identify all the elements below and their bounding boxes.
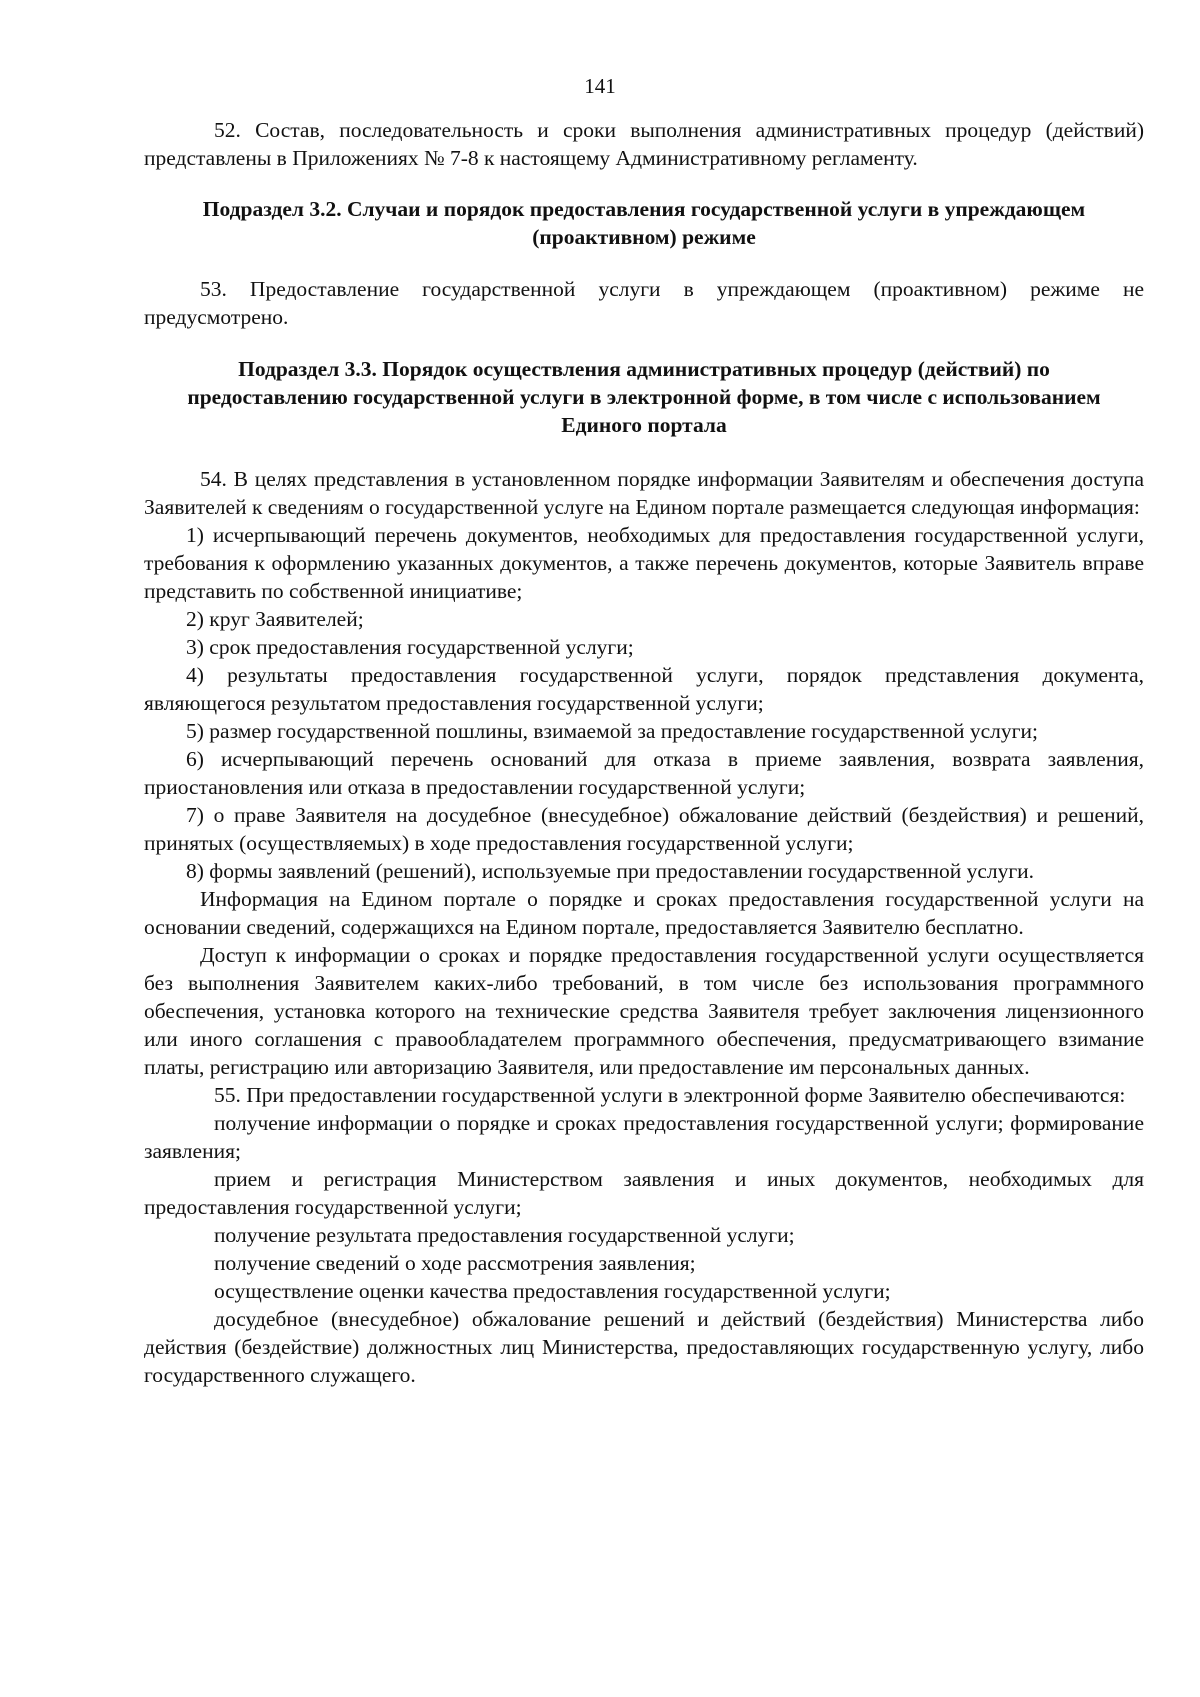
list-item-3: 3) срок предоставления государственной услуги; bbox=[186, 635, 634, 659]
service-item-2: прием и регистрация Министерством заявления и иных документов, необходимых для предоставления государственной услуги; bbox=[144, 1167, 1144, 1219]
service-item-6: досудебное (внесудебное) обжалование решений и действий (бездействия) Министерства либо действия (бездействие) должностных лиц Министерства, предоставляющих государственную услугу, либо государственного служащего. bbox=[144, 1307, 1144, 1387]
list-item-4: 4) результаты предоставления государственной услуги, порядок представления документа, являющегося результатом предоставления государственной услуги; bbox=[144, 663, 1144, 715]
paragraph-access: Доступ к информации о сроках и порядке предоставления государственной услуги осуществляется без выполнения Заявителем каких-либо требований, в том числе без использования программного обеспечения, установка которого на технические средства Заявителя требует заключения лицензионного или иного соглашения с правообладателем программного обеспечения, предусматривающего взимание платы, регистрацию или авторизацию Заявителя, или предоставление им персональных данных. bbox=[144, 943, 1144, 1079]
page-number: 141 bbox=[584, 74, 616, 98]
service-item-4: получение сведений о ходе рассмотрения заявления; bbox=[214, 1251, 696, 1275]
paragraph-54: 54. В целях представления в установленном порядке информации Заявителям и обеспечения доступа Заявителей к сведениям о государственной услуге на Едином портале размещается следующая информация: bbox=[144, 467, 1144, 519]
paragraph-52: 52. Состав, последовательность и сроки выполнения административных процедур (действий) представлены в Приложениях № 7-8 к настоящему Административному регламенту. bbox=[144, 118, 1144, 170]
paragraph-55: 55. При предоставлении государственной услуги в электронной форме Заявителю обеспечиваются: bbox=[214, 1083, 1126, 1107]
list-item-8: 8) формы заявлений (решений), используемые при предоставлении государственной услуги. bbox=[186, 859, 1035, 883]
document-body bbox=[144, 116, 1144, 1389]
list-item-7: 7) о праве Заявителя на досудебное (внесудебное) обжалование действий (бездействия) и решений, принятых (осуществляемых) в ходе предоставления государственной услуги; bbox=[144, 803, 1144, 855]
list-item-6: 6) исчерпывающий перечень оснований для отказа в приеме заявления, возврата заявления, приостановления или отказа в предоставлении государственной услуги; bbox=[144, 747, 1144, 799]
service-item-3: получение результата предоставления государственной услуги; bbox=[214, 1223, 795, 1247]
subsection-heading-3-2: Подраздел 3.2. Случаи и порядок предоставления государственной услуги в упреждающем (проактивном) режиме bbox=[202, 197, 1086, 249]
list-item-1: 1) исчерпывающий перечень документов, необходимых для предоставления государственной услуги, требования к оформлению указанных документов, а также перечень документов, которые Заявитель вправе представить по собственной инициативе; bbox=[144, 523, 1144, 603]
service-item-1: получение информации о порядке и сроках предоставления государственной услуги; формирование заявления; bbox=[144, 1111, 1144, 1163]
paragraph-info: Информация на Едином портале о порядке и сроках предоставления государственной услуги на основании сведений, содержащихся на Едином портале, предоставляется Заявителю бесплатно. bbox=[144, 887, 1144, 939]
subsection-heading-3-3: Подраздел 3.3. Порядок осуществления административных процедур (действий) по предоставлению государственной услуги в электронной форме, в том числе с использованием Единого портала bbox=[187, 357, 1101, 437]
service-item-5: осуществление оценки качества предоставления государственной услуги; bbox=[214, 1279, 891, 1303]
paragraph-53: 53. Предоставление государственной услуги в упреждающем (проактивном) режиме не предусмотрено. bbox=[144, 277, 1144, 329]
list-item-5: 5) размер государственной пошлины, взимаемой за предоставление государственной услуги; bbox=[186, 719, 1038, 743]
list-item-2: 2) круг Заявителей; bbox=[186, 607, 364, 631]
